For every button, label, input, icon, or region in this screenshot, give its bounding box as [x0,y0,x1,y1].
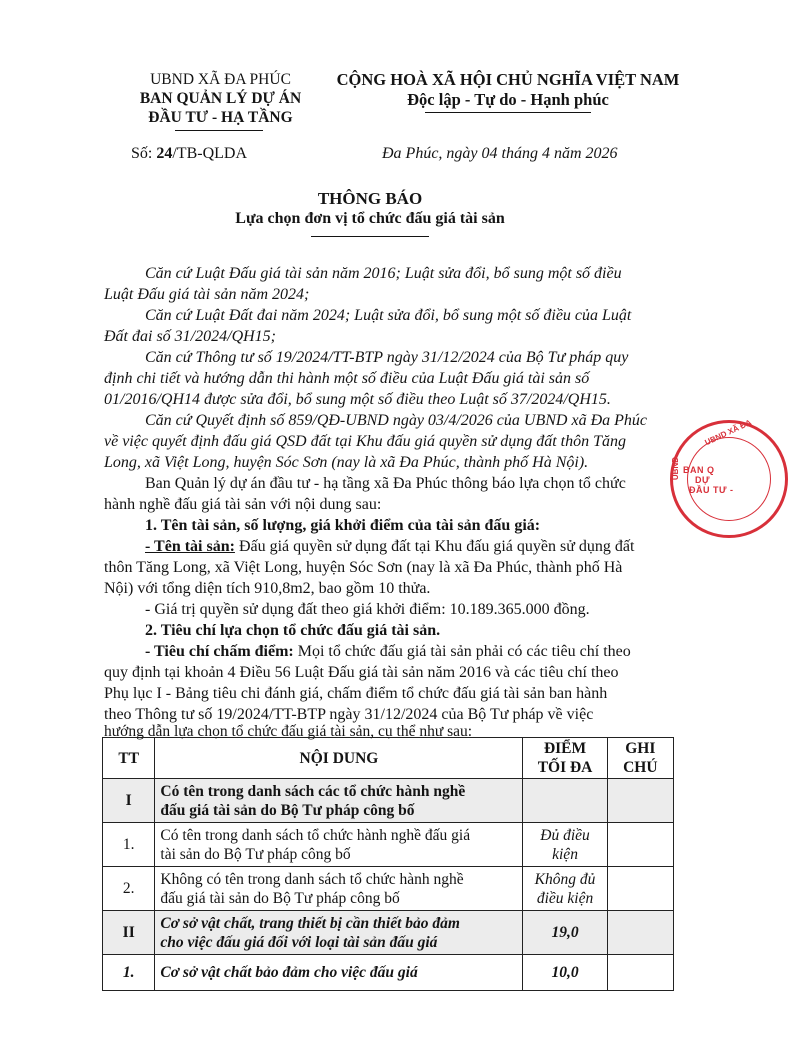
criteria-line-1: - Tiêu chí chấm điểm: Mọi tổ chức đấu giá tài sản phải có các tiêu chí theo [145,643,631,660]
basis-1-line-2: Luật Đấu giá tài sản năm 2024; [104,286,310,303]
row-score: 19,0 [523,911,607,955]
basis-4-line-1: Căn cứ Quyết định số 859/QĐ-UBND ngày 03/4/2026 của UBND xã Đa Phúc [145,412,647,429]
table-row [103,911,674,955]
table-row [103,955,674,991]
row-note [607,823,673,867]
row-tt: I [103,779,155,823]
section-2-heading: 2. Tiêu chí lựa chọn tổ chức đấu giá tài sản. [145,622,441,639]
issuer-block [118,70,323,127]
row-content: Có tên trong danh sách tổ chức hành nghề đấu giá tài sản do Bộ Tư pháp công bố [155,823,523,867]
official-seal [670,417,788,538]
basis-3-line-1: Căn cứ Thông tư số 19/2024/TT-BTP ngày 31/12/2024 của Bộ Tư pháp quy [145,349,629,366]
row-content: Có tên trong danh sách các tổ chức hành nghề đấu giá tài sản do Bộ Tư pháp công bố [155,779,523,823]
national-name: CỘNG HOÀ XÃ HỘI CHỦ NGHĨA VIỆT NAM [336,70,680,89]
document-title: THÔNG BÁO [317,189,423,208]
row-tt: 2. [103,867,155,911]
seal-center-text: BAN Q DỰ ĐẦU TƯ - [683,465,734,495]
header-tt: TT [103,738,155,779]
row-content: Không có tên trong danh sách tổ chức hành nghề đấu giá tài sản do Bộ Tư pháp công bố [155,867,523,911]
row-score: Không đủ điều kiện [523,867,607,911]
row-note [607,779,673,823]
header-content: NỘI DUNG [155,738,523,779]
national-motto: Độc lập - Tự do - Hạnh phúc [407,90,609,109]
row-tt: 1. [103,823,155,867]
row-content: Cơ sở vật chất, trang thiết bị cần thiết bảo đảm cho việc đấu giá đối với loại tài sản đấu giá [155,911,523,955]
section-1-heading: 1. Tên tài sản, số lượng, giá khởi điểm của tài sản đấu giá: [145,517,541,534]
header-note: GHI CHÚ [607,738,673,779]
seal-top-text: UBND XÃ ĐA [703,417,753,448]
table-row [103,867,674,911]
title-underline [311,236,429,237]
row-tt: 1. [103,955,155,991]
basis-4-line-3: Long, xã Việt Long, huyện Sóc Sơn (nay là xã Đa Phúc, thành phố Hà Nội). [104,454,589,471]
row-content: Cơ sở vật chất bảo đảm cho việc đấu giá [155,955,523,991]
criteria-line-4: theo Thông tư số 19/2024/TT-BTP ngày 31/12/2024 của Bộ Tư pháp về việc [104,706,594,723]
table-header-row [103,738,674,779]
scoring-table [102,737,674,991]
row-score: 10,0 [523,955,607,991]
row-score: Đủ điều kiện [523,823,607,867]
seal-side-text: UBND [671,457,680,481]
criteria-line-2: quy định tại khoản 4 Điều 56 Luật Đấu giá tài sản năm 2016 và các tiêu chí theo [104,664,619,681]
table-row [103,823,674,867]
basis-3-line-2: định chi tiết và hướng dẫn thi hành một số điều của Luật Đấu giá tài sản số [104,370,590,387]
motto-underline [425,112,591,113]
table-row [103,779,674,823]
header-max-score: ĐIỂM TỐI ĐA [523,738,607,779]
criteria-line-5: hướng dẫn lựa chọn tổ chức đấu giá tài sản, cụ thể như sau: [104,723,473,740]
intro-line-1: Ban Quản lý dự án đầu tư - hạ tầng xã Đa Phúc thông báo lựa chọn tổ chức [145,475,626,492]
row-score [523,779,607,823]
issuer-line-1: UBND XÃ ĐA PHÚC [150,71,291,88]
basis-2-line-2: Đất đai số 31/2024/QH15; [104,328,276,345]
issuer-line-2: BAN QUẢN LÝ DỰ ÁN [139,90,302,107]
document-number: Số: 24/TB-QLDA [131,145,247,162]
asset-value: - Giá trị quyền sử dụng đất theo giá khởi điểm: 10.189.365.000 đồng. [145,601,590,618]
document-date: Đa Phúc, ngày 04 tháng 4 năm 2026 [382,145,618,162]
basis-3-line-3: 01/2016/QH14 được sửa đổi, bổ sung một số điều theo Luật số 37/2024/QH15. [104,391,611,408]
asset-name-line-2: thôn Tăng Long, xã Việt Long, huyện Sóc Sơn (nay là xã Đa Phúc, thành phố Hà [104,559,623,576]
intro-line-2: hành nghề đấu giá tài sản với nội dung sau: [104,496,382,513]
asset-name-line-3: Nội) với tổng diện tích 910,8m2, bao gồm 10 thửa. [104,580,431,597]
basis-1-line-1: Căn cứ Luật Đấu giá tài sản năm 2016; Luật sửa đổi, bổ sung một số điều [145,265,622,282]
document-subtitle: Lựa chọn đơn vị tổ chức đấu giá tài sản [235,210,505,227]
issuer-underline [175,130,263,131]
basis-2-line-1: Căn cứ Luật Đất đai năm 2024; Luật sửa đổi, bổ sung một số điều của Luật [145,307,632,324]
row-note [607,911,673,955]
national-motto-block [328,70,688,110]
asset-name-line-1: - Tên tài sản: Đấu giá quyền sử dụng đất tại Khu đấu giá quyền sử dụng đất [145,538,635,555]
row-note [607,867,673,911]
row-tt: II [103,911,155,955]
issuer-line-3: ĐẦU TƯ - HẠ TẦNG [148,109,293,126]
basis-4-line-2: về việc quyết định đấu giá QSD đất tại Khu đấu giá quyền sử dụng đất thôn Tăng [104,433,626,450]
seal-inner-ring [687,437,771,521]
row-note [607,955,673,991]
criteria-line-3: Phụ lục I - Bảng tiêu chi đánh giá, chấm điểm tổ chức đấu giá tài sản ban hành [104,685,608,702]
